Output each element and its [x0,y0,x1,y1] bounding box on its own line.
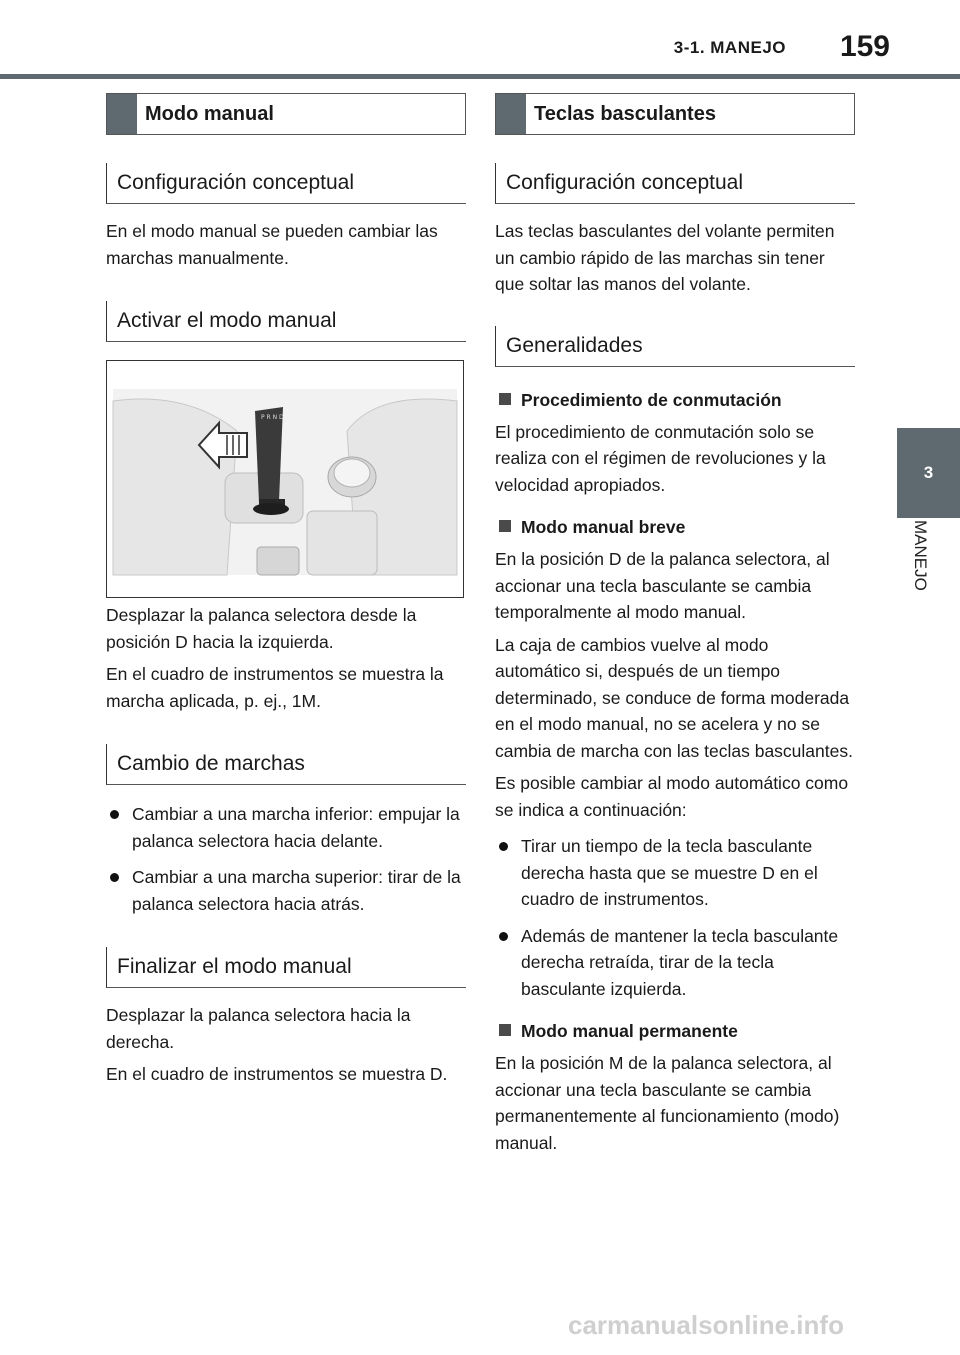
paragraph: Las teclas basculantes del volante permiten un cambio rápido de las marchas sin tener que soltar las manos del volante. [495,221,835,294]
paragraph: En el cuadro de instrumentos se muestra D. [106,1064,448,1084]
bullet-icon [110,873,119,882]
bullet-icon [499,842,508,851]
svg-text:P R N D: P R N D [261,414,284,421]
list-item-text: Además de mantener la tecla basculante derecha retraída, tirar de la tecla basculante izquierda. [521,925,839,999]
section-title: Teclas basculantes [534,102,716,125]
chapter-tab[interactable]: 3 [897,428,960,518]
gear-selector-illustration [107,361,463,597]
section-header-teclas [495,93,855,135]
paragraph: Es posible cambiar al modo automático como se indica a continuación: [495,773,849,820]
item-heading-text: Modo manual breve [521,517,686,537]
square-bullet-icon [499,393,511,405]
subheading-cambio: Cambio de marchas [106,744,466,785]
subheading-configuracion: Configuración conceptual [495,163,855,204]
subheading-activar: Activar el modo manual [106,301,466,342]
page-number: 159 [839,30,890,63]
item-heading [495,514,855,540]
section-header-bar [496,94,526,134]
left-column [106,93,466,1088]
section-header-modo-manual [106,93,466,135]
square-bullet-icon [499,1024,511,1036]
chapter-tab-label: MANEJO [911,520,930,591]
list-item-text: Cambiar a una marcha inferior: empujar la palanca selectora hacia delante. [132,804,460,851]
header-rule [0,74,960,79]
watermark: carmanualsonline.info [568,1310,844,1340]
list-item [106,864,466,917]
paragraph: En el cuadro de instrumentos se muestra la marcha aplicada, p. ej., 1M. [106,664,444,711]
right-column [495,93,855,1156]
list-item-text: Tirar un tiempo de la tecla basculante derecha hasta que se muestre D en el cuadro de instrumentos. [521,836,818,909]
bullet-icon [499,932,508,941]
paragraph: En la posición D de la palanca selectora, al accionar una tecla basculante se cambia temporalmente al modo manual. [495,549,830,622]
subheading-finalizar: Finalizar el modo manual [106,947,466,988]
paragraph: El procedimiento de conmutación solo se realiza con el régimen de revoluciones y la velocidad apropiados. [495,421,826,495]
chapter-header: 3-1. MANEJO [673,38,786,57]
list-item [106,801,466,854]
list-item [495,833,855,913]
paragraph: Desplazar la palanca selectora desde la posición D hacia la izquierda. [106,605,417,652]
list-item-text: Cambiar a una marcha superior: tirar de la palanca selectora hacia atrás. [132,867,461,914]
gear-selector-figure [106,360,464,598]
item-heading [495,387,855,413]
square-bullet-icon [499,520,511,532]
paragraph: En el modo manual se pueden cambiar las marchas manualmente. [106,221,438,268]
paragraph: La caja de cambios vuelve al modo automático si, después de un tiempo determinado, se conduce de forma moderada en el modo manual, no se acelera y no se cambia de marcha con las teclas basculantes. [495,634,853,761]
item-heading [495,1018,855,1044]
subheading-generalidades: Generalidades [495,326,855,367]
section-header-bar [107,94,137,134]
paragraph: En la posición M de la palanca selectora, al accionar una tecla basculante se cambia permanentemente al funcionamiento (modo) manual. [495,1053,840,1153]
section-title: Modo manual [145,102,274,125]
list-item [495,923,855,1003]
paragraph: Desplazar la palanca selectora hacia la derecha. [106,1005,411,1052]
bullet-icon [110,810,119,819]
subheading-configuracion: Configuración conceptual [106,163,466,204]
item-heading-text: Modo manual permanente [521,1021,738,1041]
item-heading-text: Procedimiento de conmutación [521,389,782,410]
